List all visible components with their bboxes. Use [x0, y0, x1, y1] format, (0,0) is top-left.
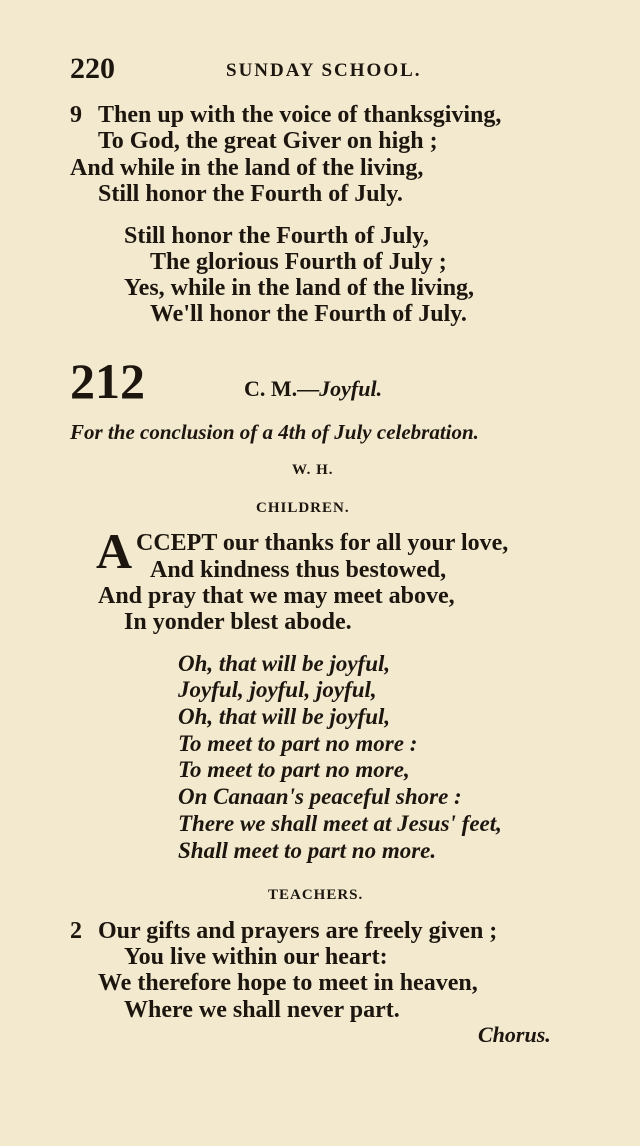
refrain-line: Still honor the Fourth of July,: [124, 223, 429, 249]
refrain-line: We'll honor the Fourth of July.: [150, 301, 467, 327]
chorus-line: To meet to part no more,: [178, 757, 410, 782]
stanza-number: 9: [70, 102, 82, 128]
chorus-line: Joyful, joyful, joyful,: [178, 677, 377, 702]
meter-label: C. M.—: [244, 376, 320, 401]
verse-line: You live within our heart:: [124, 944, 388, 970]
hymn-number: 212: [70, 353, 145, 409]
chorus-line: Oh, that will be joyful,: [178, 704, 391, 729]
verse-line: And kindness thus bestowed,: [150, 557, 447, 583]
verse-line: Still honor the Fourth of July.: [98, 181, 403, 207]
section-heading-children: CHILDREN.: [256, 500, 350, 516]
chorus-line: Shall meet to part no more.: [178, 838, 437, 863]
section-heading-teachers: TEACHERS.: [268, 887, 364, 903]
chorus-line: On Canaan's peaceful shore :: [178, 784, 462, 809]
hymn-occasion: For the conclusion of a 4th of July celebration.: [70, 420, 479, 444]
chorus-line: There we shall meet at Jesus' feet,: [178, 811, 502, 836]
verse-line: Our gifts and prayers are freely given ;: [98, 918, 498, 944]
verse-line: CCEPT our thanks for all your love,: [136, 530, 509, 556]
tune-name: Joyful.: [319, 376, 383, 401]
verse-line: And pray that we may meet above,: [98, 583, 455, 609]
verse-line: We therefore hope to meet in heaven,: [98, 970, 478, 996]
page-number: 220: [70, 52, 115, 85]
author-initials: W. H.: [292, 462, 334, 478]
running-head: SUNDAY SCHOOL.: [226, 60, 422, 81]
verse-line: And while in the land of the living,: [70, 155, 424, 181]
hymn-meter: [244, 376, 382, 402]
verse-line: To God, the great Giver on high ;: [98, 128, 438, 154]
verse-line: Then up with the voice of thanksgiving,: [98, 102, 502, 128]
drop-cap: A: [96, 523, 133, 579]
chorus-line: To meet to part no more :: [178, 731, 418, 756]
chorus-mark: Chorus.: [478, 1022, 551, 1047]
verse-line: In yonder blest abode.: [124, 609, 352, 635]
verse-line: Where we shall never part.: [124, 997, 400, 1023]
refrain-line: The glorious Fourth of July ;: [150, 249, 447, 275]
refrain-line: Yes, while in the land of the living,: [124, 275, 475, 301]
stanza-number: 2: [70, 918, 82, 944]
chorus-line: Oh, that will be joyful,: [178, 651, 391, 676]
